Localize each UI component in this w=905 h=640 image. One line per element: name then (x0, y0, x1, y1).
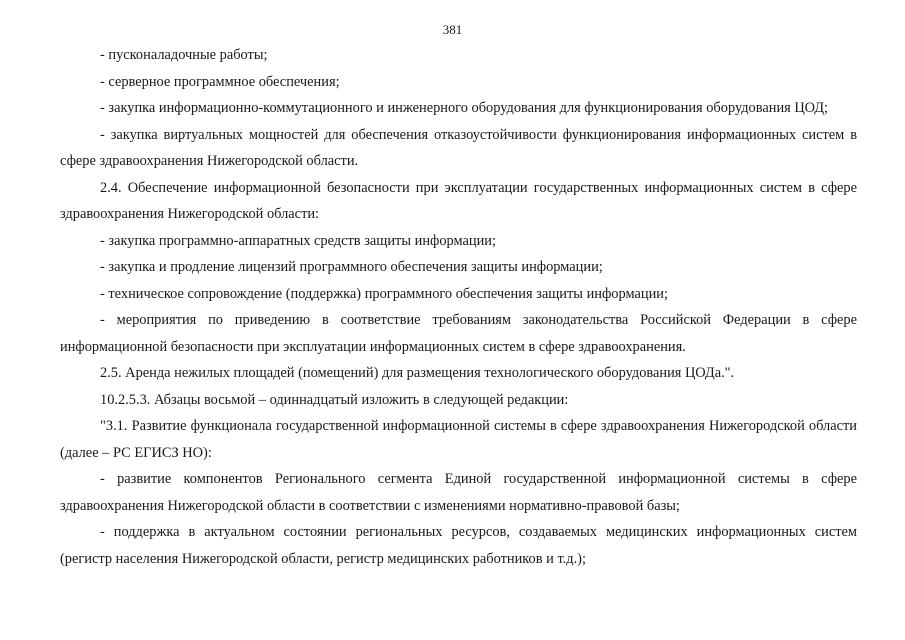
paragraph-12: "3.1. Развитие функционала государственной информационной системы в сфере здравоохранения Нижегородской области (далее – РС ЕГИСЗ НО): (60, 418, 857, 461)
paragraph-14: - поддержка в актуальном состоянии региональных ресурсов, создаваемых медицинских информационных систем (регистр населения Нижегородской области, регистр медицинских работников и т.д.); (60, 524, 857, 567)
document-body (60, 42, 857, 572)
paragraph-10: 2.5. Аренда нежилых площадей (помещений) для размещения технологического оборудования ЦОДа.". (100, 365, 735, 381)
paragraph-5: 2.4. Обеспечение информационной безопасности при эксплуатации государственных информационных систем в сфере здравоохранения Нижегородской области: (60, 179, 857, 222)
paragraph-13: - развитие компонентов Регионального сегмента Единой государственной информационной системы в сфере здравоохранения Нижегородской области в соответствии с изменениями нормативно-правовой базы; (60, 471, 857, 514)
paragraph-1: - пусконаладочные работы; (100, 47, 268, 63)
paragraph-3: - закупка информационно-коммутационного и инженерного оборудования для функционирования оборудования ЦОД; (100, 100, 829, 116)
paragraph-8: - техническое сопровождение (поддержка) программного обеспечения защиты информации; (100, 285, 668, 302)
paragraph-7: - закупка и продление лицензий программного обеспечения защиты информации; (100, 259, 603, 275)
page-number: 381 (442, 22, 463, 37)
paragraph-2: - серверное программное обеспечения; (100, 73, 340, 90)
paragraph-9: - мероприятия по приведению в соответствие требованиям законодательства Российской Федерации в сфере информационной безопасности при эксплуатации информационных систем в сфере здравоохранения. (60, 312, 857, 355)
paragraph-11: 10.2.5.3. Абзацы восьмой – одиннадцатый изложить в следующей редакции: (100, 391, 569, 408)
paragraph-6: - закупка программно-аппаратных средств защиты информации; (100, 232, 497, 249)
paragraph-4: - закупка виртуальных мощностей для обеспечения отказоустойчивости функционирования информационных систем в сфере здравоохранения Нижегородской области. (60, 126, 857, 169)
